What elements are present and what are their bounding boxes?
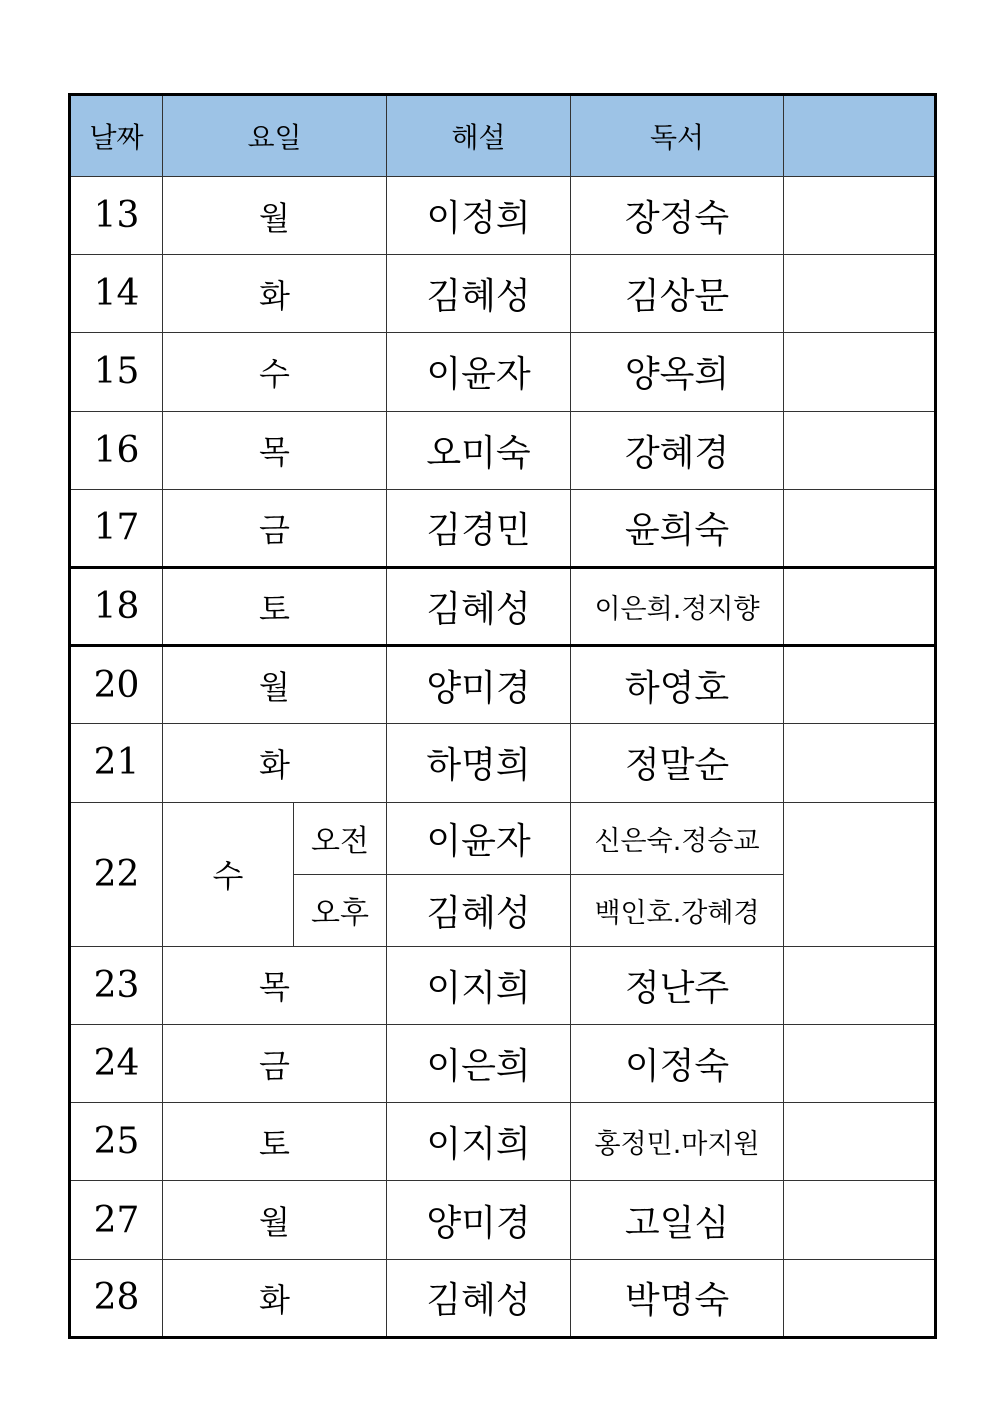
commentary-cell: 이윤자 (387, 802, 571, 874)
commentary-cell: 김혜성 (387, 567, 571, 645)
reading-cell: 백인호.강혜경 (571, 874, 784, 946)
blank-cell (784, 177, 936, 255)
blank-cell (784, 255, 936, 333)
date-cell: 28 (70, 1259, 163, 1337)
blank-cell (784, 1181, 936, 1259)
commentary-cell: 김혜성 (387, 1259, 571, 1337)
blank-cell (784, 411, 936, 489)
day-cell: 목 (163, 411, 387, 489)
reading-cell: 이은희.정지향 (571, 567, 784, 645)
reading-cell: 이정숙 (571, 1025, 784, 1103)
reading-cell: 박명숙 (571, 1259, 784, 1337)
day-cell: 화 (163, 1259, 387, 1337)
table-row (70, 333, 936, 411)
reading-cell: 홍정민.마지원 (571, 1103, 784, 1181)
header-day: 요일 (163, 95, 387, 177)
date-cell: 25 (70, 1103, 163, 1181)
blank-cell (784, 1259, 936, 1337)
blank-cell (784, 646, 936, 724)
blank-cell (784, 946, 936, 1024)
day-cell: 수 (163, 802, 294, 946)
schedule-table (68, 93, 937, 1339)
reading-cell: 정말순 (571, 724, 784, 802)
commentary-cell: 이은희 (387, 1025, 571, 1103)
blank-cell (784, 724, 936, 802)
reading-cell: 하영호 (571, 646, 784, 724)
date-cell: 16 (70, 411, 163, 489)
table-row (70, 489, 936, 567)
date-cell: 15 (70, 333, 163, 411)
day-cell: 월 (163, 177, 387, 255)
day-cell: 토 (163, 1103, 387, 1181)
commentary-cell: 양미경 (387, 646, 571, 724)
day-cell: 화 (163, 724, 387, 802)
day-cell: 수 (163, 333, 387, 411)
commentary-cell: 하명희 (387, 724, 571, 802)
date-cell: 18 (70, 567, 163, 645)
commentary-cell: 오미숙 (387, 411, 571, 489)
reading-cell: 양옥희 (571, 333, 784, 411)
blank-cell (784, 489, 936, 567)
date-cell: 20 (70, 646, 163, 724)
day-cell: 토 (163, 567, 387, 645)
commentary-cell: 김혜성 (387, 255, 571, 333)
table-row (70, 1259, 936, 1337)
table-row (70, 802, 936, 874)
table-row (70, 567, 936, 645)
reading-cell: 강혜경 (571, 411, 784, 489)
commentary-cell: 이지희 (387, 1103, 571, 1181)
date-cell: 22 (70, 802, 163, 946)
date-cell: 27 (70, 1181, 163, 1259)
reading-cell: 장정숙 (571, 177, 784, 255)
table-row (70, 177, 936, 255)
date-cell: 14 (70, 255, 163, 333)
commentary-cell: 양미경 (387, 1181, 571, 1259)
commentary-cell: 김경민 (387, 489, 571, 567)
commentary-cell: 이지희 (387, 946, 571, 1024)
table-row (70, 255, 936, 333)
table-row (70, 1181, 936, 1259)
header-row (70, 95, 936, 177)
blank-cell (784, 1103, 936, 1181)
header-date: 날짜 (70, 95, 163, 177)
day-cell: 화 (163, 255, 387, 333)
blank-cell (784, 1025, 936, 1103)
header-blank (784, 95, 936, 177)
table-row (70, 411, 936, 489)
date-cell: 17 (70, 489, 163, 567)
day-cell: 월 (163, 1181, 387, 1259)
day-cell: 월 (163, 646, 387, 724)
blank-cell (784, 567, 936, 645)
blank-cell (784, 802, 936, 946)
reading-cell: 신은숙.정승교 (571, 802, 784, 874)
header-commentary: 해설 (387, 95, 571, 177)
table-row (70, 946, 936, 1024)
day-cell: 금 (163, 489, 387, 567)
session-time-cell: 오전 (294, 802, 387, 874)
table-row (70, 646, 936, 724)
table-row (70, 1103, 936, 1181)
reading-cell: 윤희숙 (571, 489, 784, 567)
commentary-cell: 김혜성 (387, 874, 571, 946)
table-row (70, 724, 936, 802)
date-cell: 24 (70, 1025, 163, 1103)
date-cell: 23 (70, 946, 163, 1024)
blank-cell (784, 333, 936, 411)
table-row (70, 1025, 936, 1103)
reading-cell: 고일심 (571, 1181, 784, 1259)
day-cell: 목 (163, 946, 387, 1024)
reading-cell: 정난주 (571, 946, 784, 1024)
day-cell: 금 (163, 1025, 387, 1103)
reading-cell: 김상문 (571, 255, 784, 333)
date-cell: 21 (70, 724, 163, 802)
date-cell: 13 (70, 177, 163, 255)
header-reading: 독서 (571, 95, 784, 177)
commentary-cell: 이정희 (387, 177, 571, 255)
commentary-cell: 이윤자 (387, 333, 571, 411)
session-time-cell: 오후 (294, 874, 387, 946)
